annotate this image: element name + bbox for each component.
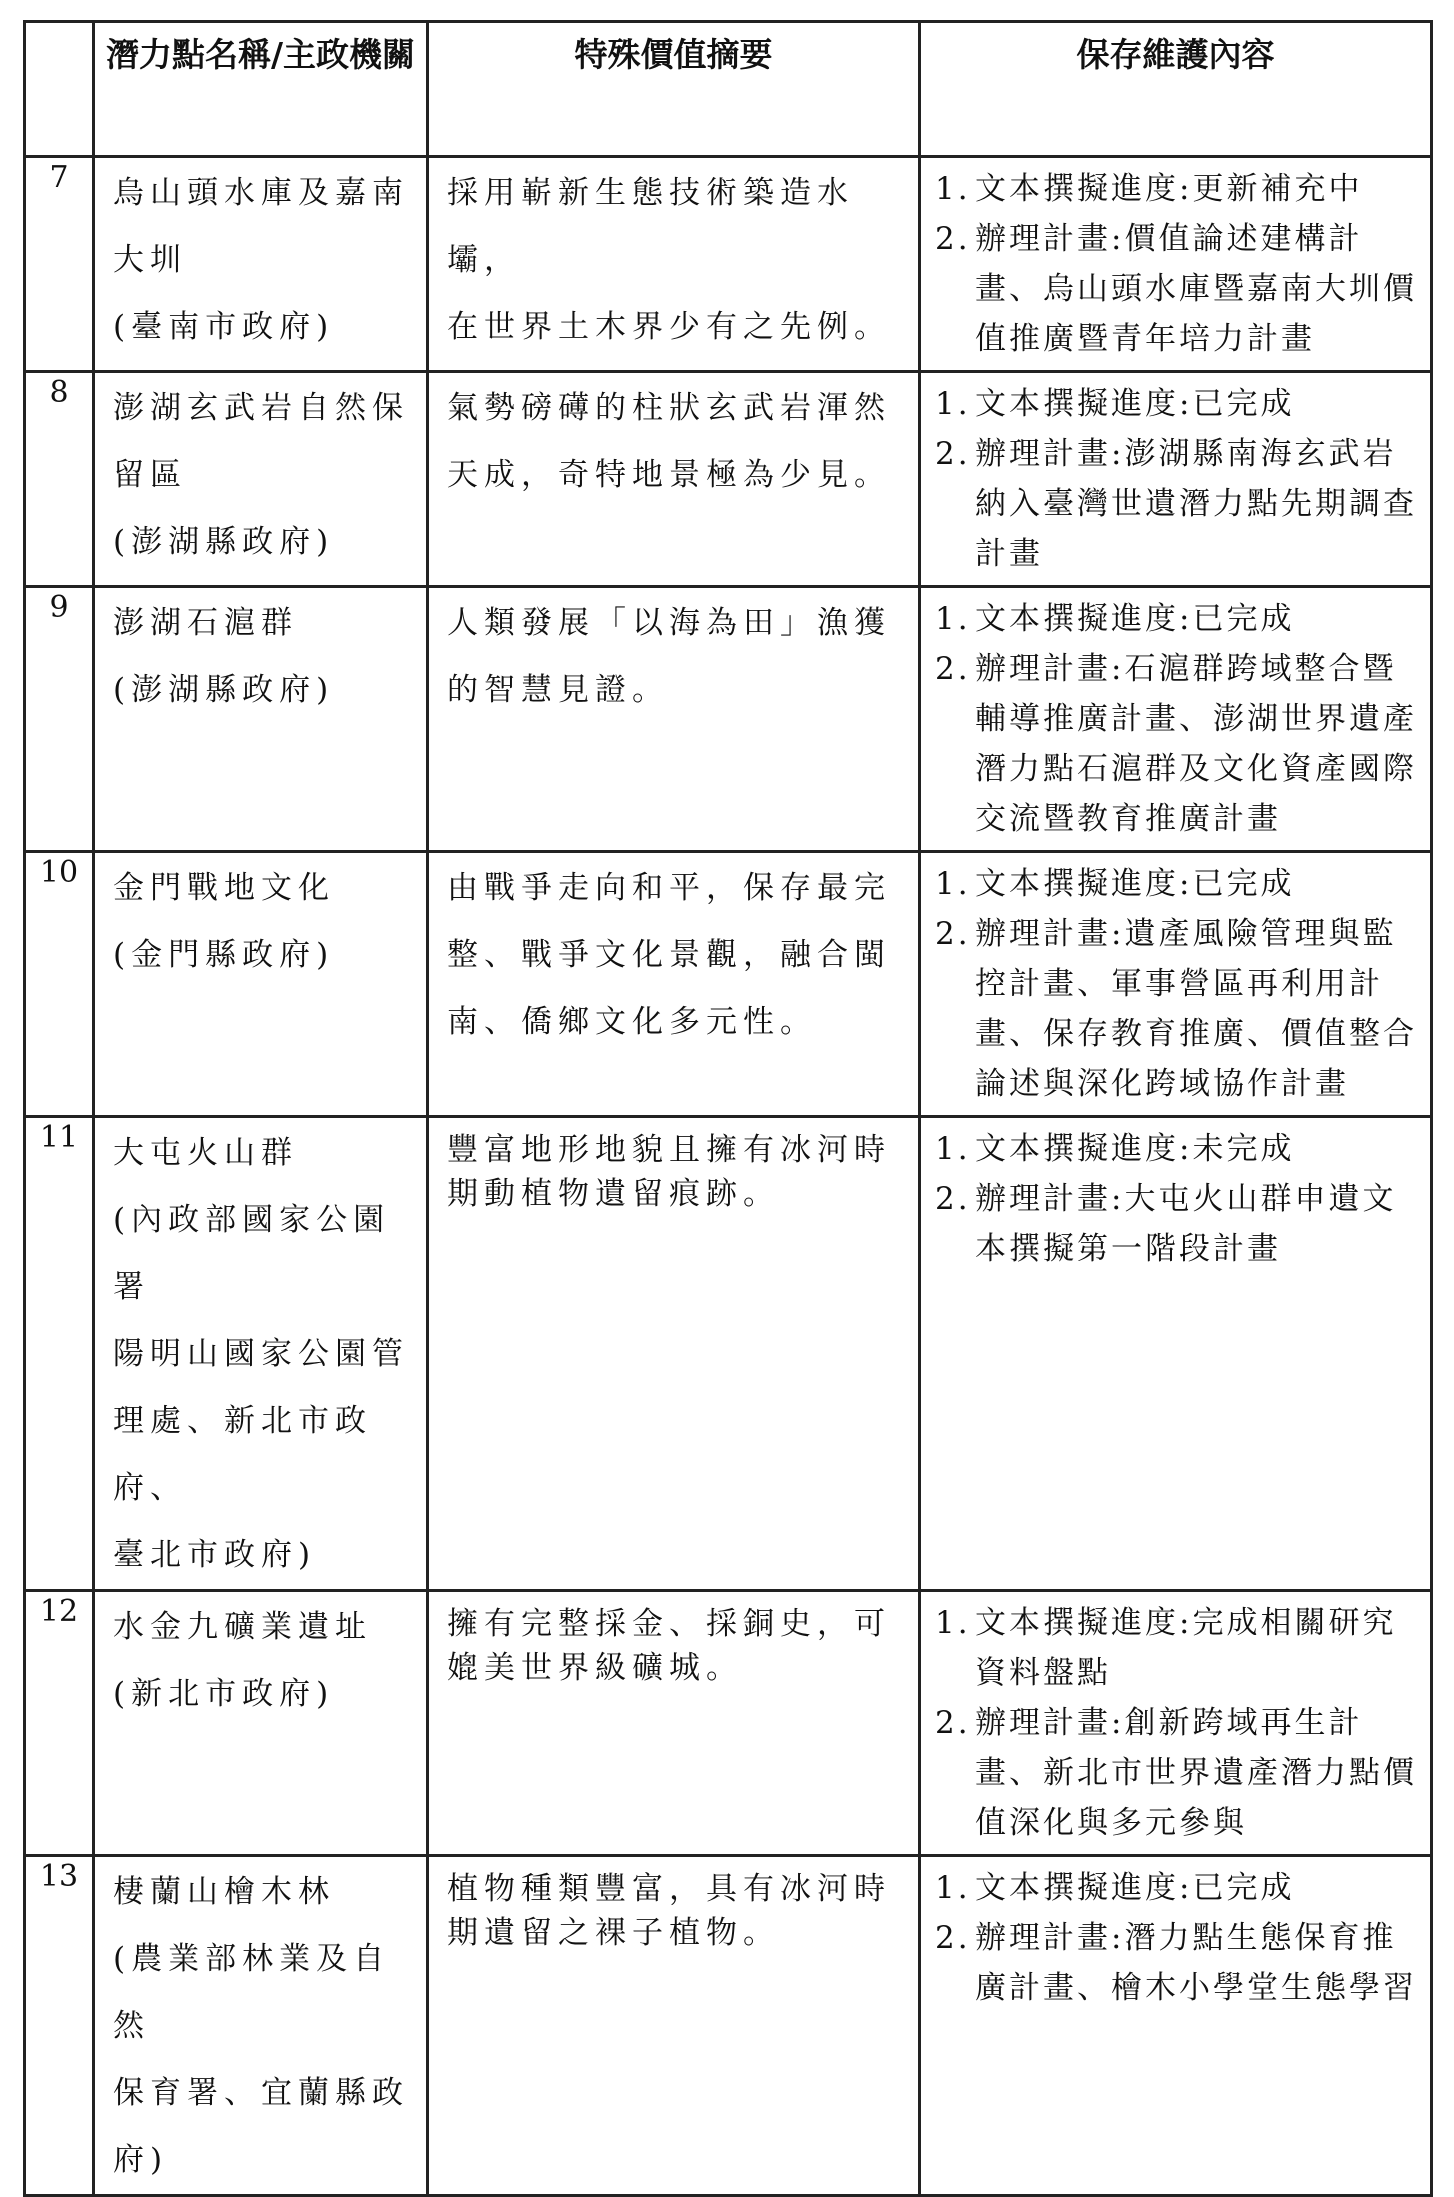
- item-number: 1.: [935, 601, 971, 637]
- site-name-line: (澎湖縣政府): [113, 524, 335, 560]
- site-name-line: 臺北市政府): [113, 1537, 317, 1573]
- item-number: 2.: [935, 916, 971, 952]
- site-name-line: 棲蘭山檜木林: [113, 1874, 335, 1910]
- table-row: [25, 587, 1432, 852]
- value-summary-line: 南、僑鄉文化多元性。: [447, 1004, 817, 1040]
- preservation-item: [935, 1913, 1420, 2013]
- preservation-cell: [920, 157, 1432, 372]
- item-text: 辦理計畫:遺產風險管理與監控計畫、軍事營區再利用計畫、保存教育推廣、價值整合論述與深化跨域協作計畫: [975, 916, 1417, 1102]
- preservation-item: [935, 1174, 1420, 1274]
- site-name-cell: [94, 372, 428, 587]
- value-summary-line: 在世界土木界少有之先例。: [447, 309, 891, 345]
- preservation-item: [935, 429, 1420, 579]
- table-row: [25, 1591, 1432, 1856]
- site-name-line: (新北市政府): [113, 1676, 335, 1712]
- site-name-line: 保育署、宜蘭縣政: [113, 2075, 409, 2111]
- site-name-line: (金門縣政府): [113, 937, 335, 973]
- preservation-item: [935, 594, 1420, 644]
- preservation-cell: [920, 852, 1432, 1117]
- item-number: 2.: [935, 1705, 971, 1741]
- site-name-line: (臺南市政府): [113, 309, 335, 345]
- preservation-cell: [920, 587, 1432, 852]
- item-number: 1.: [935, 386, 971, 422]
- table-row: [25, 1856, 1432, 2196]
- item-number: 1.: [935, 1870, 971, 1906]
- item-number: 2.: [935, 221, 971, 257]
- preservation-item: [935, 1863, 1420, 1913]
- item-number: 2.: [935, 651, 971, 687]
- preservation-cell: [920, 372, 1432, 587]
- value-summary-cell: [428, 852, 920, 1117]
- value-summary-cell: [428, 372, 920, 587]
- preservation-item: [935, 214, 1420, 364]
- site-name-line: 理處、新北市政府、: [113, 1403, 372, 1506]
- preservation-item: [935, 644, 1420, 844]
- site-name-line: 大屯火山群: [113, 1135, 298, 1171]
- value-summary-line: 期動植物遺留痕跡。: [447, 1176, 780, 1212]
- table-row: [25, 852, 1432, 1117]
- site-name-line: 府): [113, 2142, 169, 2178]
- value-summary-line: 由戰爭走向和平，保存最完: [447, 870, 891, 906]
- value-summary-line: 整、戰爭文化景觀，融合閩: [447, 937, 891, 973]
- row-number: 12: [25, 1591, 94, 1856]
- table-row: [25, 372, 1432, 587]
- site-name-line: 澎湖玄武岩自然保: [113, 390, 409, 426]
- value-summary-cell: [428, 587, 920, 852]
- preservation-cell: [920, 1117, 1432, 1591]
- item-number: 1.: [935, 171, 971, 207]
- site-name-line: (內政部國家公園署: [113, 1202, 391, 1305]
- row-number: 11: [25, 1117, 94, 1591]
- item-text: 文本撰擬進度:已完成: [975, 866, 1295, 902]
- preservation-item: [935, 1124, 1420, 1174]
- site-name-line: (澎湖縣政府): [113, 672, 335, 708]
- value-summary-cell: [428, 157, 920, 372]
- item-number: 2.: [935, 436, 971, 472]
- value-summary-line: 擁有完整採金、採銅史，可: [447, 1606, 891, 1642]
- header-name: 潛力點名稱/主政機關: [94, 22, 428, 157]
- site-name-line: 烏山頭水庫及嘉南: [113, 175, 409, 211]
- value-summary-cell: [428, 1117, 920, 1591]
- row-number: 7: [25, 157, 94, 372]
- item-text: 辦理計畫:潛力點生態保育推廣計畫、檜木小學堂生態學習: [975, 1920, 1417, 2006]
- item-text: 文本撰擬進度:完成相關研究資料盤點: [975, 1605, 1397, 1691]
- item-text: 辦理計畫:石滬群跨域整合暨輔導推廣計畫、澎湖世界遺產潛力點石滬群及文化資產國際交流暨教育推廣計畫: [975, 651, 1417, 837]
- item-text: 辦理計畫:澎湖縣南海玄武岩納入臺灣世遺潛力點先期調查計畫: [975, 436, 1417, 572]
- site-name-line: (農業部林業及自然: [113, 1941, 391, 2044]
- item-text: 文本撰擬進度:未完成: [975, 1131, 1295, 1167]
- item-text: 辦理計畫:創新跨域再生計畫、新北市世界遺產潛力點價值深化與多元參與: [975, 1705, 1417, 1841]
- value-summary-line: 媲美世界級礦城。: [447, 1650, 743, 1686]
- value-summary-line: 植物種類豐富，具有冰河時: [447, 1871, 891, 1907]
- table-header-row: [25, 22, 1432, 157]
- site-name-cell: [94, 852, 428, 1117]
- value-summary-line: 氣勢磅礡的柱狀玄武岩渾然: [447, 390, 891, 426]
- header-value: 特殊價值摘要: [428, 22, 920, 157]
- header-care: 保存維護內容: [920, 22, 1432, 157]
- site-name-line: 大圳: [113, 242, 187, 278]
- preservation-item: [935, 1698, 1420, 1848]
- item-text: 文本撰擬進度:已完成: [975, 601, 1295, 637]
- preservation-item: [935, 164, 1420, 214]
- site-name-cell: [94, 1856, 428, 2196]
- site-name-cell: [94, 1117, 428, 1591]
- row-number: 9: [25, 587, 94, 852]
- row-number: 8: [25, 372, 94, 587]
- preservation-cell: [920, 1856, 1432, 2196]
- value-summary-line: 的智慧見證。: [447, 672, 669, 708]
- site-name-cell: [94, 587, 428, 852]
- item-text: 辦理計畫:大屯火山群申遺文本撰擬第一階段計畫: [975, 1181, 1397, 1267]
- site-name-line: 陽明山國家公園管: [113, 1336, 409, 1372]
- preservation-item: [935, 379, 1420, 429]
- preservation-item: [935, 909, 1420, 1109]
- site-name-line: 澎湖石滬群: [113, 605, 298, 641]
- value-summary-line: 人類發展「以海為田」漁獲: [447, 605, 891, 641]
- item-number: 2.: [935, 1920, 971, 1956]
- preservation-item: [935, 1598, 1420, 1698]
- site-name-cell: [94, 157, 428, 372]
- site-name-line: 水金九礦業遺址: [113, 1609, 372, 1645]
- value-summary-cell: [428, 1591, 920, 1856]
- site-name-line: 金門戰地文化: [113, 870, 335, 906]
- preservation-cell: [920, 1591, 1432, 1856]
- preservation-item: [935, 859, 1420, 909]
- item-number: 1.: [935, 1131, 971, 1167]
- table-row: [25, 157, 1432, 372]
- item-text: 辦理計畫:價值論述建構計畫、烏山頭水庫暨嘉南大圳價值推廣暨青年培力計畫: [975, 221, 1417, 357]
- header-num: [25, 22, 94, 157]
- value-summary-line: 期遺留之裸子植物。: [447, 1915, 780, 1951]
- item-text: 文本撰擬進度:已完成: [975, 1870, 1295, 1906]
- site-name-cell: [94, 1591, 428, 1856]
- item-text: 文本撰擬進度:已完成: [975, 386, 1295, 422]
- item-number: 1.: [935, 866, 971, 902]
- item-text: 文本撰擬進度:更新補充中: [975, 171, 1363, 207]
- heritage-table: [23, 20, 1433, 2197]
- value-summary-cell: [428, 1856, 920, 2196]
- row-number: 10: [25, 852, 94, 1117]
- table-row: [25, 1117, 1432, 1591]
- site-name-line: 留區: [113, 457, 187, 493]
- row-number: 13: [25, 1856, 94, 2196]
- value-summary-line: 採用嶄新生態技術築造水壩，: [447, 175, 854, 278]
- value-summary-line: 天成，奇特地景極為少見。: [447, 457, 891, 493]
- item-number: 2.: [935, 1181, 971, 1217]
- item-number: 1.: [935, 1605, 971, 1641]
- value-summary-line: 豐富地形地貌且擁有冰河時: [447, 1132, 891, 1168]
